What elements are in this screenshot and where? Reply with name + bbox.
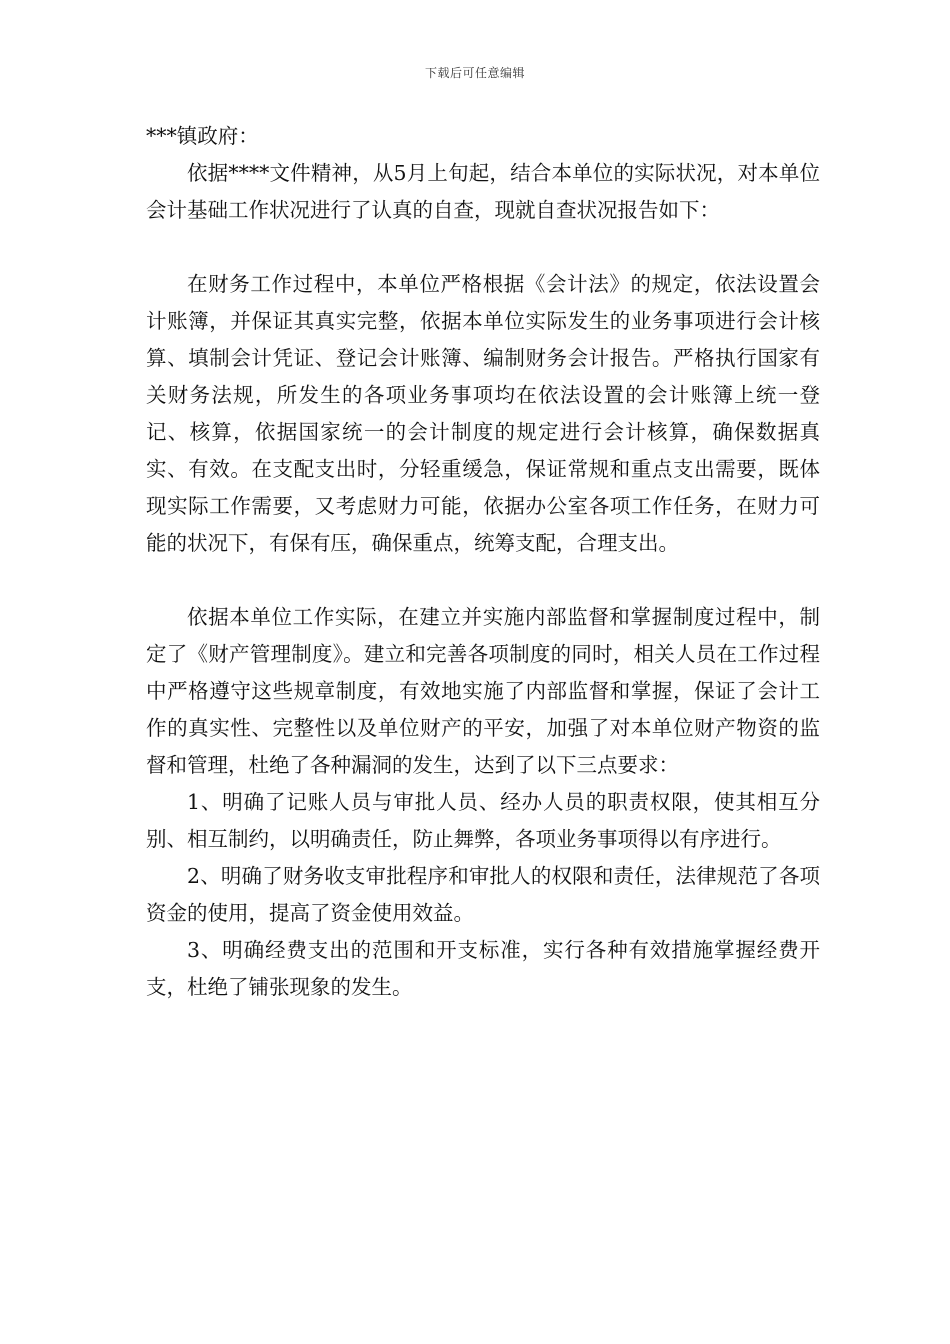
requirement-item-1: 1、明确了记账人员与审批人员、经办人员的职责权限，使其相互分别、相互制约，以明确责任，防止舞弊，各项业务事项得以有序进行。 xyxy=(146,790,820,851)
requirement-item-3: 3、明确经费支出的范围和开支标准，实行各种有效措施掌握经费开支，杜绝了铺张现象的发生。 xyxy=(146,938,820,999)
document-body xyxy=(146,118,820,1006)
page-header-note: 下载后可任意编辑 xyxy=(424,66,525,80)
intro-paragraph: 依据****文件精神，从5月上旬起，结合本单位的实际状况，对本单位会计基础工作状况进行了认真的自查，现就自查状况报告如下： xyxy=(146,161,820,222)
paragraph-spacer xyxy=(146,229,820,266)
salutation: ***镇政府： xyxy=(146,124,259,148)
requirement-item-2: 2、明确了财务收支审批程序和审批人的权限和责任，法律规范了各项资金的使用，提高了资金使用效益。 xyxy=(146,864,820,925)
internal-control-paragraph: 依据本单位工作实际，在建立并实施内部监督和掌握制度过程中，制定了《财产管理制度》。建立和完善各项制度的同时，相关人员在工作过程中严格遵守这些规章制度，有效地实施了内部监督和掌握，保证了会计工作的真实性、完整性以及单位财产的平安，加强了对本单位财产物资的监督和管理，杜绝了各种漏洞的发生，达到了以下三点要求： xyxy=(146,605,820,777)
accounting-practice-paragraph: 在财务工作过程中，本单位严格根据《会计法》的规定，依法设置会计账簿，并保证其真实完整，依据本单位实际发生的业务事项进行会计核算、填制会计凭证、登记会计账簿、编制财务会计报告。严格执行国家有关财务法规，所发生的各项业务事项均在依法设置的会计账簿上统一登记、核算，依据国家统一的会计制度的规定进行会计核算，确保数据真实、有效。在支配支出时，分轻重缓急，保证常规和重点支出需要，既体现实际工作需要，又考虑财力可能，依据办公室各项工作任务，在财力可能的状况下，有保有压，确保重点，统筹支配，合理支出。 xyxy=(146,272,820,555)
paragraph-spacer xyxy=(146,562,820,599)
